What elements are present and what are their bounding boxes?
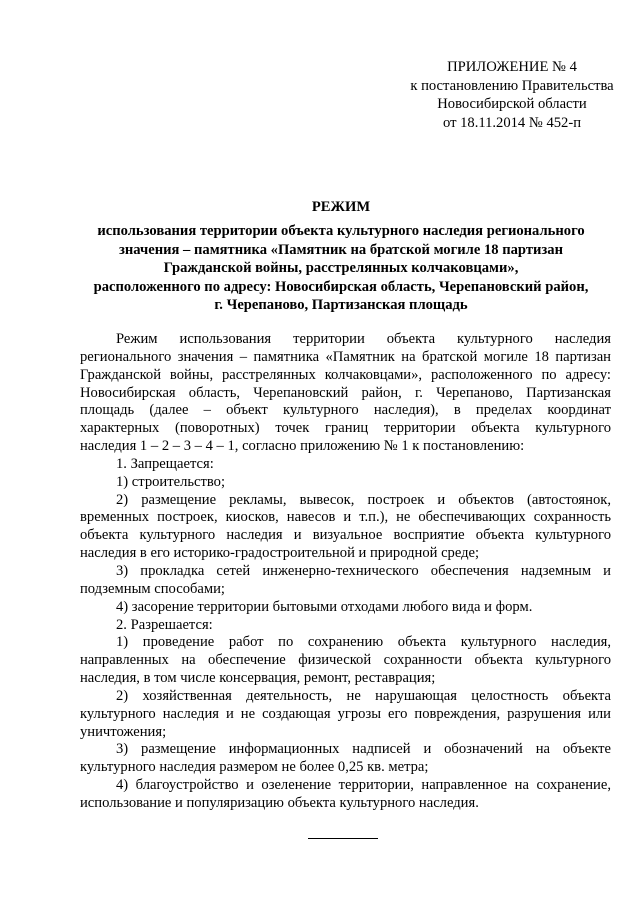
footer-divider: [308, 838, 378, 839]
text-line: 1) проведение работ по сохранению объекта культурного наследия,: [116, 634, 611, 651]
intro-paragraph: [80, 331, 611, 456]
text-line: Режим использования территории объекта культурного наследия: [116, 331, 611, 347]
text-line: использование и популяризацию объекта культурного наследия.: [80, 794, 479, 811]
text-line: Гражданской войны, расстрелянных колчаковцами», расположенного по адресу:: [80, 366, 611, 383]
title-line: использования территории объекта культурного наследия регионального: [97, 223, 585, 240]
appendix-date-line: от 18.11.2014 № 452-п: [442, 114, 582, 131]
title-line: значения – памятника «Памятник на братской могиле 18 партизан: [119, 241, 563, 258]
prohibited-item-3: [80, 563, 611, 599]
prohibited-heading: [80, 456, 611, 474]
text-line: культурного наследия и не создающая угрозы его повреждения, разрушения или: [80, 705, 611, 722]
appendix-decree-line: к постановлению Правительства: [410, 77, 614, 94]
prohibited-item-2: [80, 492, 611, 563]
text-line: направленных на обеспечение физической сохранности объекта культурного: [80, 652, 611, 669]
text-line: наследия в его историко-градостроительной и природной среде;: [80, 545, 480, 562]
text-line: 2. Разрешается:: [116, 616, 213, 633]
text-line: площадь (далее – объект культурного наследия), в пределах координат: [80, 402, 611, 419]
prohibited-item-1: [80, 474, 611, 492]
appendix-block: [396, 58, 628, 132]
prohibited-item-4: [80, 599, 611, 617]
title-heading: РЕЖИМ: [311, 199, 371, 215]
text-line: 1) строительство;: [116, 473, 226, 490]
text-line: подземным способами;: [80, 580, 225, 597]
text-line: 2) размещение рекламы, вывесок, построек и объектов (автостоянок,: [116, 491, 611, 508]
document-title: [80, 198, 602, 314]
title-line: расположенного по адресу: Новосибирская область, Черепановский район,: [93, 278, 589, 295]
text-line: 3) прокладка сетей инженерно-технического обеспечения надземным и: [116, 562, 611, 579]
permitted-item-2: [80, 688, 611, 742]
text-line: 4) благоустройство и озеленение территории, направленное на сохранение,: [116, 777, 611, 794]
text-line: характерных (поворотных) точек границ территории объекта культурного: [80, 420, 611, 437]
permitted-item-1: [80, 634, 611, 688]
appendix-number: ПРИЛОЖЕНИЕ № 4: [447, 59, 577, 75]
text-line: уничтожения;: [80, 723, 167, 740]
text-line: регионального значения – памятника «Памятник на братской могиле 18 партизан: [80, 348, 611, 365]
title-line: г. Черепаново, Партизанская площадь: [214, 297, 468, 314]
text-line: 1. Запрещается:: [116, 455, 214, 472]
permitted-item-4: [80, 777, 611, 813]
permitted-item-3: [80, 741, 611, 777]
permitted-heading: [80, 617, 611, 635]
appendix-region-line: Новосибирской области: [437, 96, 587, 112]
text-line: культурного наследия размером не более 0,25 кв. метра;: [80, 759, 429, 776]
text-line: 2) хозяйственная деятельность, не нарушающая целостность объекта: [116, 687, 611, 704]
text-line: временных построек, киосков, навесов и т.п.), не обеспечивающих сохранность: [80, 509, 611, 526]
text-line: объекта культурного наследия и визуальное восприятие объекта культурного: [80, 527, 611, 544]
document-body: [80, 331, 611, 813]
text-line: наследия 1 – 2 – 3 – 4 – 1, согласно приложению № 1 к постановлению:: [80, 438, 525, 455]
text-line: Новосибирская область, Черепановский район, г. Черепаново, Партизанская: [80, 384, 611, 401]
text-line: наследия, в том числе консервация, ремонт, реставрация;: [80, 670, 436, 687]
title-line: Гражданской войны, расстрелянных колчаковцами»,: [163, 260, 519, 277]
text-line: 4) засорение территории бытовыми отходами любого вида и форм.: [116, 598, 533, 615]
text-line: 3) размещение информационных надписей и обозначений на объекте: [116, 741, 611, 758]
